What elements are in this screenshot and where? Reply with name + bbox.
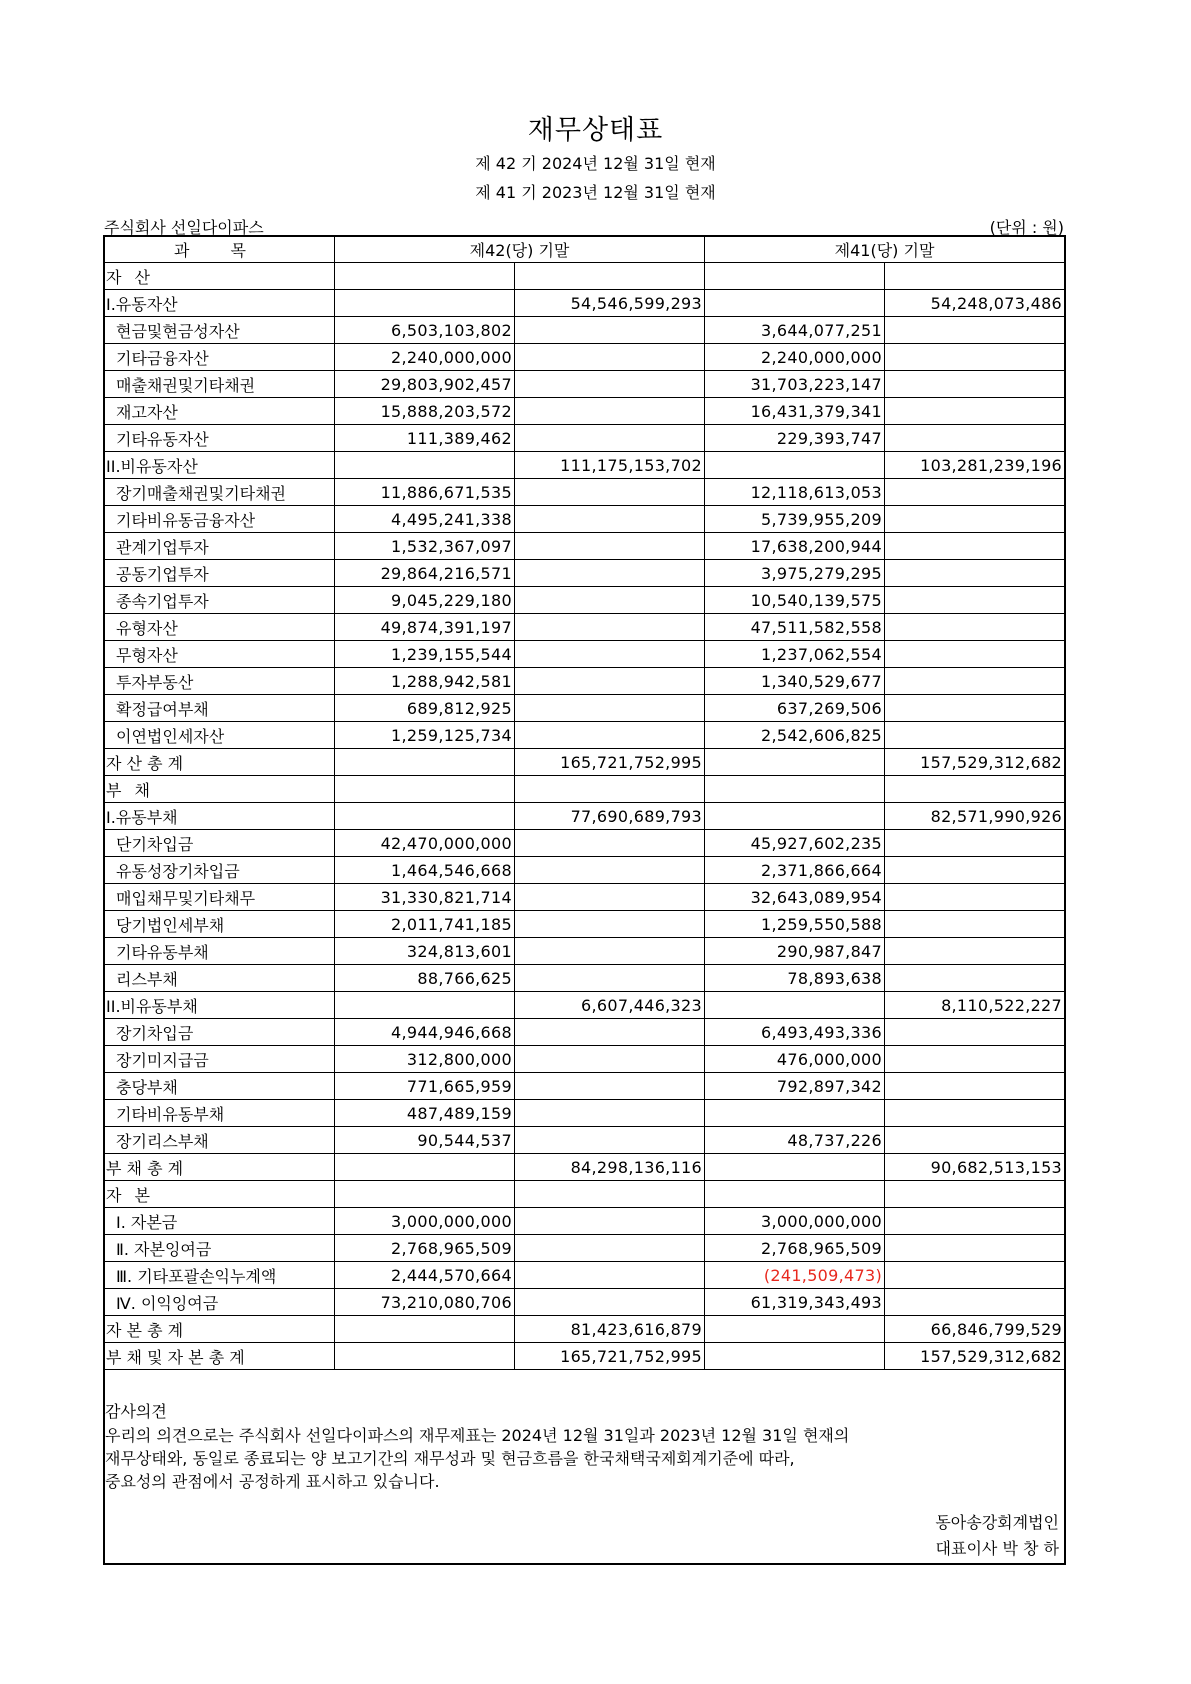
current-total bbox=[515, 884, 705, 911]
row-label: II.비유동부채 bbox=[104, 992, 335, 1019]
row-label: 무형자산 bbox=[104, 641, 335, 668]
prior-total bbox=[885, 344, 1065, 371]
current-total bbox=[515, 344, 705, 371]
prior-detail bbox=[705, 1181, 885, 1208]
current-detail: 15,888,203,572 bbox=[335, 398, 515, 425]
current-detail bbox=[335, 452, 515, 479]
row-label: 유형자산 bbox=[104, 614, 335, 641]
row-label: 기타금융자산 bbox=[104, 344, 335, 371]
current-detail: 324,813,601 bbox=[335, 938, 515, 965]
current-detail: 73,210,080,706 bbox=[335, 1289, 515, 1316]
prior-total: 82,571,990,926 bbox=[885, 803, 1065, 830]
row-label: 공동기업투자 bbox=[104, 560, 335, 587]
prior-total bbox=[885, 857, 1065, 884]
prior-total bbox=[885, 263, 1065, 290]
row-label: Ⅰ. 자본금 bbox=[104, 1208, 335, 1235]
prior-total bbox=[885, 668, 1065, 695]
table-row bbox=[104, 1181, 1065, 1208]
prior-detail: 3,000,000,000 bbox=[705, 1208, 885, 1235]
current-total: 77,690,689,793 bbox=[515, 803, 705, 830]
prior-total bbox=[885, 317, 1065, 344]
audit-line: 우리의 의견으로는 주식회사 선일다이파스의 재무제표는 2024년 12월 31일과 2023년 12월 31일 현재의 bbox=[105, 1426, 850, 1445]
row-label: 부 채 bbox=[104, 776, 335, 803]
prior-total bbox=[885, 938, 1065, 965]
current-total: 84,298,136,116 bbox=[515, 1154, 705, 1181]
table-row bbox=[104, 560, 1065, 587]
row-label: 현금및현금성자산 bbox=[104, 317, 335, 344]
table-row bbox=[104, 803, 1065, 830]
table-row bbox=[104, 749, 1065, 776]
prior-detail bbox=[705, 452, 885, 479]
table-row bbox=[104, 290, 1065, 317]
current-total bbox=[515, 614, 705, 641]
current-total bbox=[515, 1262, 705, 1289]
prior-detail bbox=[705, 1100, 885, 1127]
row-label: 기타비유동금융자산 bbox=[104, 506, 335, 533]
table-row bbox=[104, 479, 1065, 506]
row-label: 장기차입금 bbox=[104, 1019, 335, 1046]
prior-detail: 17,638,200,944 bbox=[705, 533, 885, 560]
table-row bbox=[104, 884, 1065, 911]
current-total bbox=[515, 425, 705, 452]
prior-total bbox=[885, 479, 1065, 506]
prior-total bbox=[885, 1100, 1065, 1127]
prior-detail: 48,737,226 bbox=[705, 1127, 885, 1154]
current-detail: 4,495,241,338 bbox=[335, 506, 515, 533]
prior-detail: 476,000,000 bbox=[705, 1046, 885, 1073]
table-row bbox=[104, 938, 1065, 965]
prior-detail bbox=[705, 803, 885, 830]
current-total bbox=[515, 830, 705, 857]
company-name: 주식회사 선일다이파스 bbox=[104, 218, 264, 237]
current-detail bbox=[335, 1316, 515, 1343]
prior-detail: 12,118,613,053 bbox=[705, 479, 885, 506]
row-label: 매입채무및기타채무 bbox=[104, 884, 335, 911]
prior-total bbox=[885, 398, 1065, 425]
current-total bbox=[515, 533, 705, 560]
prior-total bbox=[885, 533, 1065, 560]
table-row bbox=[104, 911, 1065, 938]
prior-total bbox=[885, 614, 1065, 641]
table-row bbox=[104, 371, 1065, 398]
table-row bbox=[104, 1100, 1065, 1127]
table-row bbox=[104, 263, 1065, 290]
table-row bbox=[104, 857, 1065, 884]
prior-detail: 78,893,638 bbox=[705, 965, 885, 992]
prior-detail: 5,739,955,209 bbox=[705, 506, 885, 533]
table-row bbox=[104, 776, 1065, 803]
prior-detail: 1,340,529,677 bbox=[705, 668, 885, 695]
current-total bbox=[515, 695, 705, 722]
prior-total bbox=[885, 506, 1065, 533]
current-detail bbox=[335, 263, 515, 290]
current-detail: 9,045,229,180 bbox=[335, 587, 515, 614]
current-detail bbox=[335, 290, 515, 317]
prior-total bbox=[885, 371, 1065, 398]
prior-detail bbox=[705, 1343, 885, 1370]
current-total bbox=[515, 587, 705, 614]
table-row bbox=[104, 587, 1065, 614]
row-label: II.비유동자산 bbox=[104, 452, 335, 479]
prior-total bbox=[885, 1019, 1065, 1046]
prior-detail: 229,393,747 bbox=[705, 425, 885, 452]
table-row bbox=[104, 1289, 1065, 1316]
header-row bbox=[104, 236, 1065, 263]
row-label: 종속기업투자 bbox=[104, 587, 335, 614]
current-total bbox=[515, 1127, 705, 1154]
current-total bbox=[515, 506, 705, 533]
prior-total: 157,529,312,682 bbox=[885, 1343, 1065, 1370]
current-detail: 29,803,902,457 bbox=[335, 371, 515, 398]
current-total bbox=[515, 722, 705, 749]
prior-total bbox=[885, 1235, 1065, 1262]
current-total bbox=[515, 1046, 705, 1073]
table-row bbox=[104, 695, 1065, 722]
prior-total: 66,846,799,529 bbox=[885, 1316, 1065, 1343]
row-label: 기타비유동부채 bbox=[104, 1100, 335, 1127]
current-total bbox=[515, 1073, 705, 1100]
balance-sheet-table bbox=[103, 235, 1065, 1370]
current-total bbox=[515, 776, 705, 803]
prior-total bbox=[885, 1073, 1065, 1100]
audit-heading: 감사의견 bbox=[105, 1402, 167, 1421]
prior-detail: 6,493,493,336 bbox=[705, 1019, 885, 1046]
current-total bbox=[515, 1019, 705, 1046]
row-label: 투자부동산 bbox=[104, 668, 335, 695]
current-total bbox=[515, 1289, 705, 1316]
table-row bbox=[104, 425, 1065, 452]
row-label: I.유동자산 bbox=[104, 290, 335, 317]
prior-detail: 290,987,847 bbox=[705, 938, 885, 965]
current-total: 54,546,599,293 bbox=[515, 290, 705, 317]
table-row bbox=[104, 344, 1065, 371]
current-total bbox=[515, 1235, 705, 1262]
prior-total bbox=[885, 830, 1065, 857]
row-label: Ⅲ. 기타포괄손익누계액 bbox=[104, 1262, 335, 1289]
table-row bbox=[104, 452, 1065, 479]
prior-total bbox=[885, 722, 1065, 749]
table-row bbox=[104, 1343, 1065, 1370]
prior-detail: 32,643,089,954 bbox=[705, 884, 885, 911]
current-detail: 90,544,537 bbox=[335, 1127, 515, 1154]
row-label: 충당부채 bbox=[104, 1073, 335, 1100]
audit-line: 중요성의 관점에서 공정하게 표시하고 있습니다. bbox=[105, 1472, 440, 1491]
row-label: 장기리스부채 bbox=[104, 1127, 335, 1154]
audit-opinion bbox=[105, 1400, 1060, 1493]
current-detail bbox=[335, 1154, 515, 1181]
prior-total bbox=[885, 965, 1065, 992]
current-detail: 88,766,625 bbox=[335, 965, 515, 992]
row-label: 당기법인세부채 bbox=[104, 911, 335, 938]
table-row bbox=[104, 1154, 1065, 1181]
current-total bbox=[515, 317, 705, 344]
current-detail bbox=[335, 803, 515, 830]
current-detail: 111,389,462 bbox=[335, 425, 515, 452]
prior-detail: 61,319,343,493 bbox=[705, 1289, 885, 1316]
prior-detail bbox=[705, 290, 885, 317]
table-row bbox=[104, 830, 1065, 857]
prior-total bbox=[885, 425, 1065, 452]
row-label: 부 채 및 자 본 총 계 bbox=[104, 1343, 335, 1370]
prior-detail: 45,927,602,235 bbox=[705, 830, 885, 857]
row-label: 이연법인세자산 bbox=[104, 722, 335, 749]
prior-detail: 3,975,279,295 bbox=[705, 560, 885, 587]
row-label: 유동성장기차입금 bbox=[104, 857, 335, 884]
current-total bbox=[515, 938, 705, 965]
current-detail: 487,489,159 bbox=[335, 1100, 515, 1127]
prior-detail: 31,703,223,147 bbox=[705, 371, 885, 398]
prior-total: 103,281,239,196 bbox=[885, 452, 1065, 479]
prior-detail bbox=[705, 263, 885, 290]
current-total bbox=[515, 911, 705, 938]
current-total bbox=[515, 398, 705, 425]
current-total bbox=[515, 641, 705, 668]
current-detail: 11,886,671,535 bbox=[335, 479, 515, 506]
current-detail bbox=[335, 749, 515, 776]
table-row bbox=[104, 992, 1065, 1019]
current-detail: 2,011,741,185 bbox=[335, 911, 515, 938]
row-label: Ⅳ. 이익잉여금 bbox=[104, 1289, 335, 1316]
period-current: 제 42 기 2024년 12월 31일 현재 bbox=[475, 154, 716, 173]
table-row bbox=[104, 641, 1065, 668]
current-total: 165,721,752,995 bbox=[515, 1343, 705, 1370]
prior-total bbox=[885, 1127, 1065, 1154]
prior-detail: 1,237,062,554 bbox=[705, 641, 885, 668]
row-label: 부 채 총 계 bbox=[104, 1154, 335, 1181]
prior-detail: 2,768,965,509 bbox=[705, 1235, 885, 1262]
audit-firm: 동아송강회계법인 bbox=[935, 1513, 1059, 1532]
current-detail bbox=[335, 776, 515, 803]
row-label: 확정급여부채 bbox=[104, 695, 335, 722]
prior-total bbox=[885, 1046, 1065, 1073]
prior-detail bbox=[705, 749, 885, 776]
table-row bbox=[104, 533, 1065, 560]
current-total bbox=[515, 1181, 705, 1208]
row-label: 기타유동부채 bbox=[104, 938, 335, 965]
current-detail: 42,470,000,000 bbox=[335, 830, 515, 857]
prior-total bbox=[885, 560, 1065, 587]
prior-total bbox=[885, 776, 1065, 803]
audit-line: 재무상태와, 동일로 종료되는 양 보고기간의 재무성과 및 현금흐름을 한국채택국제회계기준에 따라, bbox=[105, 1449, 795, 1468]
current-detail: 1,239,155,544 bbox=[335, 641, 515, 668]
prior-detail: 1,259,550,588 bbox=[705, 911, 885, 938]
current-detail: 771,665,959 bbox=[335, 1073, 515, 1100]
table-row bbox=[104, 1262, 1065, 1289]
table-row bbox=[104, 614, 1065, 641]
prior-total: 54,248,073,486 bbox=[885, 290, 1065, 317]
table-row bbox=[104, 965, 1065, 992]
current-detail bbox=[335, 1181, 515, 1208]
row-label: 단기차입금 bbox=[104, 830, 335, 857]
row-label: 매출채권및기타채권 bbox=[104, 371, 335, 398]
table-row bbox=[104, 1316, 1065, 1343]
current-detail: 6,503,103,802 bbox=[335, 317, 515, 344]
prior-detail bbox=[705, 1316, 885, 1343]
current-detail: 689,812,925 bbox=[335, 695, 515, 722]
header-item: 과 목 bbox=[104, 236, 335, 263]
table-row bbox=[104, 1019, 1065, 1046]
prior-total bbox=[885, 1289, 1065, 1316]
row-label: 관계기업투자 bbox=[104, 533, 335, 560]
prior-total bbox=[885, 1262, 1065, 1289]
current-detail bbox=[335, 1343, 515, 1370]
prior-detail: 792,897,342 bbox=[705, 1073, 885, 1100]
prior-detail: 16,431,379,341 bbox=[705, 398, 885, 425]
current-detail: 4,944,946,668 bbox=[335, 1019, 515, 1046]
current-total: 165,721,752,995 bbox=[515, 749, 705, 776]
table-row bbox=[104, 1235, 1065, 1262]
prior-total bbox=[885, 1181, 1065, 1208]
current-detail: 1,464,546,668 bbox=[335, 857, 515, 884]
current-detail: 312,800,000 bbox=[335, 1046, 515, 1073]
prior-detail bbox=[705, 776, 885, 803]
current-total bbox=[515, 965, 705, 992]
prior-total bbox=[885, 1208, 1065, 1235]
prior-detail bbox=[705, 1154, 885, 1181]
prior-detail: 3,644,077,251 bbox=[705, 317, 885, 344]
prior-detail: 2,240,000,000 bbox=[705, 344, 885, 371]
current-total: 111,175,153,702 bbox=[515, 452, 705, 479]
current-detail bbox=[335, 992, 515, 1019]
prior-detail: 637,269,506 bbox=[705, 695, 885, 722]
prior-total bbox=[885, 884, 1065, 911]
row-label: 자 본 총 계 bbox=[104, 1316, 335, 1343]
table-row bbox=[104, 1127, 1065, 1154]
current-detail: 2,768,965,509 bbox=[335, 1235, 515, 1262]
row-label: 리스부채 bbox=[104, 965, 335, 992]
current-detail: 49,874,391,197 bbox=[335, 614, 515, 641]
header-current: 제42(당) 기말 bbox=[335, 236, 705, 263]
prior-detail bbox=[705, 992, 885, 1019]
table-row bbox=[104, 506, 1065, 533]
row-label: 장기매출채권및기타채권 bbox=[104, 479, 335, 506]
current-total bbox=[515, 1208, 705, 1235]
row-label: 자 산 bbox=[104, 263, 335, 290]
current-total: 81,423,616,879 bbox=[515, 1316, 705, 1343]
current-detail: 1,288,942,581 bbox=[335, 668, 515, 695]
current-detail: 2,240,000,000 bbox=[335, 344, 515, 371]
current-detail: 2,444,570,664 bbox=[335, 1262, 515, 1289]
prior-detail: 2,371,866,664 bbox=[705, 857, 885, 884]
current-total: 6,607,446,323 bbox=[515, 992, 705, 1019]
row-label: 기타유동자산 bbox=[104, 425, 335, 452]
prior-total bbox=[885, 587, 1065, 614]
prior-detail: 10,540,139,575 bbox=[705, 587, 885, 614]
row-label: 장기미지급금 bbox=[104, 1046, 335, 1073]
period-prior: 제 41 기 2023년 12월 31일 현재 bbox=[475, 183, 716, 202]
row-label: Ⅱ. 자본잉여금 bbox=[104, 1235, 335, 1262]
current-detail: 1,259,125,734 bbox=[335, 722, 515, 749]
prior-total: 157,529,312,682 bbox=[885, 749, 1065, 776]
current-total bbox=[515, 371, 705, 398]
prior-total: 8,110,522,227 bbox=[885, 992, 1065, 1019]
current-detail: 31,330,821,714 bbox=[335, 884, 515, 911]
current-total bbox=[515, 1100, 705, 1127]
row-label: I.유동부채 bbox=[104, 803, 335, 830]
unit-label: (단위 : 원) bbox=[989, 218, 1064, 237]
prior-detail: 2,542,606,825 bbox=[705, 722, 885, 749]
prior-detail: 47,511,582,558 bbox=[705, 614, 885, 641]
table-row bbox=[104, 1208, 1065, 1235]
table-row bbox=[104, 668, 1065, 695]
table-row bbox=[104, 722, 1065, 749]
current-detail: 3,000,000,000 bbox=[335, 1208, 515, 1235]
prior-total bbox=[885, 641, 1065, 668]
audit-representative: 대표이사 박 창 하 bbox=[935, 1539, 1059, 1558]
row-label: 자 산 총 계 bbox=[104, 749, 335, 776]
table-row bbox=[104, 1073, 1065, 1100]
table-row bbox=[104, 398, 1065, 425]
current-total bbox=[515, 479, 705, 506]
table-row bbox=[104, 317, 1065, 344]
row-label: 자 본 bbox=[104, 1181, 335, 1208]
prior-total: 90,682,513,153 bbox=[885, 1154, 1065, 1181]
row-label: 재고자산 bbox=[104, 398, 335, 425]
current-total bbox=[515, 263, 705, 290]
current-detail: 1,532,367,097 bbox=[335, 533, 515, 560]
current-detail: 29,864,216,571 bbox=[335, 560, 515, 587]
prior-detail: (241,509,473) bbox=[705, 1262, 885, 1289]
prior-total bbox=[885, 695, 1065, 722]
current-total bbox=[515, 560, 705, 587]
current-total bbox=[515, 857, 705, 884]
header-prior: 제41(당) 기말 bbox=[705, 236, 1065, 263]
prior-total bbox=[885, 911, 1065, 938]
table-row bbox=[104, 1046, 1065, 1073]
page-title: 재무상태표 bbox=[527, 115, 664, 146]
current-total bbox=[515, 668, 705, 695]
